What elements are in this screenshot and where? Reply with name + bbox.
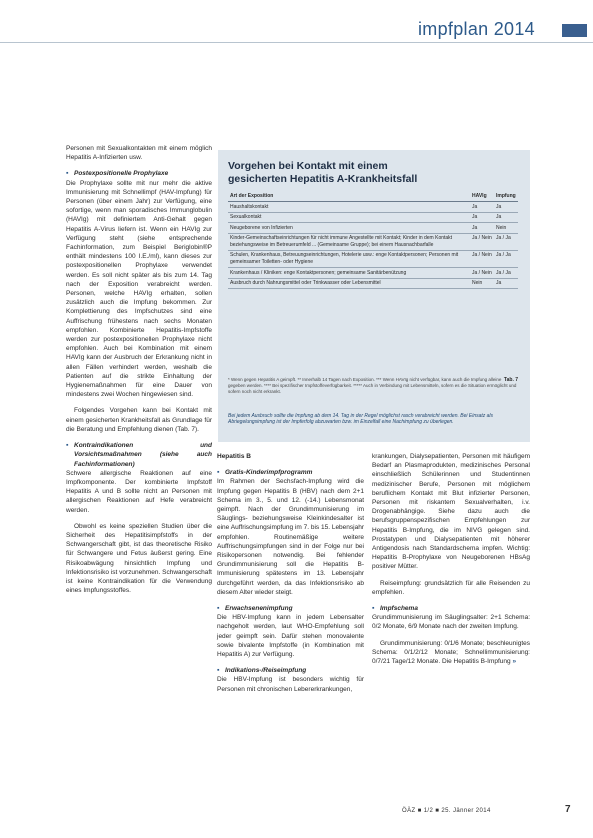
column-right <box>372 452 530 673</box>
erw-body: Die HBV-Impfung kann in jedem Lebensalter nachgeholt werden, laut WHO-Empfehlung soll jeder geimpft sein. Dafür stehen monovalente sowie bivalente Impfstoffe (in Kombination mit Hepatitis A) zur Verfügung. <box>217 614 364 659</box>
bullet-contraindications <box>66 441 212 469</box>
table-header: Art der Exposition <box>228 191 470 202</box>
bullet-impfschema <box>372 604 530 613</box>
exposure-table <box>228 191 518 289</box>
ind-body: Die HBV-Impfung ist besonders wichtig für Personen mit chronischen Lebererkrankungen, <box>217 676 364 693</box>
bullet-erwachsene <box>217 604 364 613</box>
table-cell: Sexualkontakt <box>228 212 470 223</box>
col3-paragraph-3 <box>372 639 530 667</box>
table-cell: Ja / Ja <box>494 268 518 279</box>
kinder-body: Im Rahmen der Sechsfach-Impfung wird die Impfung gegen Hepatitis B (HBV) nach dem 2+1 Schema im 3., 5. und 12. (-14.) Lebensmonat geimpft. Nach der Grundimmunisierung im Säuglings- beziehungsweise Kleinkindesalter ist eine Auffrischungsimpfung im 7. bis 15. Lebensjahr empfohlen. Routinemäßige weitere Auffrischungsimpfungen sind in der Folge nur bei Risikopersonen notwendig. Bei fehlender Grundimmunisierung soll die Hepatitis B-Immunisierung spätestens im 13. Lebensjahr durchgeführt werden, da das Infektionsrisiko ab diesem Alter wieder steigt. <box>217 478 364 596</box>
table-cell: Ja / Ja <box>494 250 518 267</box>
pep-body: Die Prophylaxe sollte mit nur mehr die aktive Immunisierung mit Schnellimpf (HAV-Impfung) für Personen (über einem Jahr) zur Verfügung, eine sofortige, wenn man sporadisches Immunglobulin (HAVIg) mit definiertem Anti-Gehalt gegen Hepatitis A-Virus liefern ist. Wenn ein HAVIg zur Verfügung steht (siehe entsprechende Fachinformation, zum Beispiel Beriglobin®P enthält mindestens 100 I.E./ml), kann dieses zur postexpositionellen Prophylaxe verwendet werden. Es soll nicht später als bis zum 14. Tag nach der Exposition verabreicht werden. Personen, welche HAVIg erhalten, sollen zusätzlich auch die Impfung bekommen. Zur Komplettierung des Impfschutzes sind eine Auffrischung frühestens nach sechs Monaten empfohlen. Kombinierte Hepatitis-Impfstoffe werden zur postexpositionellen Prophylaxe nicht empfohlen. Auch bei Kombination mit einem HAVIg kann der Ausbruch der Erkrankung nicht in allen Fällen verhindert werden, weshalb die Patienten auf die strikte Einhaltung der Hygienemaßnahmen für eine Dauer von mindestens zwei Wochen hingewiesen sind. <box>66 179 212 399</box>
continue-arrow-icon: » <box>512 658 517 666</box>
table-cell: Neugeborene von Infizierten <box>228 223 470 234</box>
table-row <box>228 268 518 279</box>
ki-body: Schwere allergische Reaktionen auf eine Impfkomponente. Der kombinierte Impfstoff Hepatitis A und B sollte nicht an Personen mit allergischen Reaktionen auf Hefe verabreicht werden. <box>66 469 212 514</box>
table-cell: Haushaltskontakt <box>228 202 470 213</box>
table-footnotes: * Wenn gegen Hepatitis A geimpft. ** Innerhalb 14 Tagen nach Exposition. *** Wenn HAVIg nicht verfügbar, kann auch die Impfung alleine gegeben werden. **** Bei spezifischer Impfstoffeverfügbarkeit. ***** Auch in Verbindung mit Lebensmitteln, sofern es die Situation ermöglicht und sofern noch nicht erkrankt. <box>228 377 517 394</box>
table-cell: Ja / Ja <box>494 233 518 250</box>
page-number: 7 <box>565 804 571 815</box>
col1-paragraph-2: Folgendes Vorgehen kann bei Kontakt mit einem gesicherten Krankheitsfall als Grundlage für die Beratung und Empfehlung dienen (Tab. 7). <box>66 407 212 433</box>
box-note: Bei jedem Ausbruch sollte die Impfung ab dem 14. Tag in der Regel möglichst rasch verabreicht werden. Bei Einsatz als Abriegelungsimpfung ist der Impferfolg abzuwarten bzw. im Einzelfall eine Nachimpfung zu überlegen. <box>228 413 494 426</box>
pep-heading: Postexpositionelle Prophylaxe <box>74 170 169 178</box>
table-cell: Ja / Nein <box>470 233 494 250</box>
intro-paragraph: Personen mit Sexualkontakten mit einem möglich Hepatitis A-Infizierten usw. <box>66 145 212 162</box>
table-cell: Ja / Nein <box>470 250 494 267</box>
bullet-pep <box>66 169 212 178</box>
header-color-tab <box>562 24 587 37</box>
col3-paragraph-1: krankungen, Dialysepatienten, Personen mit häufigem Bedarf an Plasmaprodukten, medizinisches Personal einschließlich Schülerinnen und Studentinnen medizinischer Berufe, Personen mit möglichem beruflichem Kontakt mit Blut infizierter Personen, Personen mit riskantem Sexualverhalten, i.v. Drogenabhängige. Siehe dazu auch die berufsgruppenspezifischen Empfehlungen zur Hepatitis B-Impfung, die im NIVG gelegen sind. Prostatypen und Dialysepatienten mit höherer Antigendosis nach Standardschema impfen. Wichtig: Hepatitis B-Prophylaxe von Neugeborenen HBsAg positiver Mütter. <box>372 453 530 571</box>
col3-paragraph-3-text: Grundimmunisierung: 0/1/6 Monate; beschleunigtes Schema: 0/1/2/12 Monate; Schnellimmunisierung: 0/7/21 Tage/12 Monate. Die Hepatitis B-Impfung <box>372 639 530 666</box>
table-cell: Ja <box>470 212 494 223</box>
table-cell: Ja <box>470 202 494 213</box>
table-label: Tab. 7 <box>503 377 518 383</box>
box-title-line-1: Vorgehen bei Kontakt mit einem <box>228 160 388 172</box>
table-header-row <box>228 191 518 202</box>
table-cell: Ausbruch durch Nahrungsmittel oder Trinkwasser oder Lebensmittel <box>228 278 470 289</box>
running-header-title: impfplan 2014 <box>418 19 535 39</box>
table-row <box>228 278 518 289</box>
bullet-indikation <box>217 666 364 675</box>
ki-heading: Kontraindikationen und Vorsichtsmaßnahmen (siehe auch Fachinformationen) <box>74 442 212 468</box>
table-row <box>228 223 518 234</box>
kinder-heading: Gratis-Kinderimpfprogramm <box>225 469 313 477</box>
schema-heading: Impfschema <box>380 605 418 613</box>
bullet-kinder <box>217 468 364 477</box>
table-cell: Kinder-Gemeinschaftseinrichtungen für nicht immune Angestellte mit Kontakt; Kinder in dem Kontakt beziehungsweise im Betreuerumfeld ... (Gemeinsame Gruppe); bei einem Hausnachbarfalle <box>228 233 470 250</box>
table-row <box>228 233 518 250</box>
table-row <box>228 212 518 223</box>
table-cell: Ja <box>494 278 518 289</box>
table-row <box>228 202 518 213</box>
column-middle <box>217 452 364 701</box>
table-cell: Ja <box>494 212 518 223</box>
journal-footer: ÖÄZ ■ 1/2 ■ 25. Jänner 2014 <box>402 808 491 814</box>
box-title-line-2: gesicherten Hepatitis A-Krankheitsfall <box>228 173 418 185</box>
table-cell: Ja <box>470 223 494 234</box>
section-heading-hepatitis-b: Hepatitis B <box>217 453 251 460</box>
table-cell: Schulen, Krankenhaus, Betreuungseinrichtungen, Hotelerie usw.: enge Kontaktpersonen; Personen mit gemeinsamer Toiletten- oder Hygiene <box>228 250 470 267</box>
erw-heading: Erwachsenenimpfung <box>225 605 293 613</box>
header-rule <box>0 42 593 43</box>
box-title <box>228 160 417 186</box>
table-header: Impfung <box>494 191 518 202</box>
table-cell: Ja <box>494 202 518 213</box>
table-cell: Nein <box>470 278 494 289</box>
col1-paragraph-3: Obwohl es keine speziellen Studien über die Sicherheit des Hepatitisimpfstoffs in der Schwangerschaft gibt, ist das theoretische Risiko für Schwangere und Fetus äußerst gering. Eine Risikoabwägung hinsichtlich Impfung und Infektionsrisiko ist vorzunehmen. Schwangerschaft ist keine Kontraindikation für die Verwendung eines Impfungsstoffes. <box>66 522 212 595</box>
info-box-table-7 <box>218 150 530 442</box>
col3-paragraph-2: Reiseimpfung: grundsätzlich für alle Reisenden zu empfehlen. <box>372 579 530 596</box>
table-row <box>228 250 518 267</box>
column-left <box>66 144 212 602</box>
ind-heading: Indikations-/Reiseimpfung <box>225 667 307 675</box>
table-cell: Nein <box>494 223 518 234</box>
table-header: HAVIg <box>470 191 494 202</box>
table-cell: Krankenhaus / Kliniken: enge Kontaktpersonen; gemeinsame Sanitärbenützung <box>228 268 470 279</box>
table-cell: Ja / Nein <box>470 268 494 279</box>
schema-body: Grundimmunisierung im Säuglingsalter: 2+1 Schema: 0/2 Monate, 6/9 Monate nach der zweiten Impfung. <box>372 614 530 631</box>
